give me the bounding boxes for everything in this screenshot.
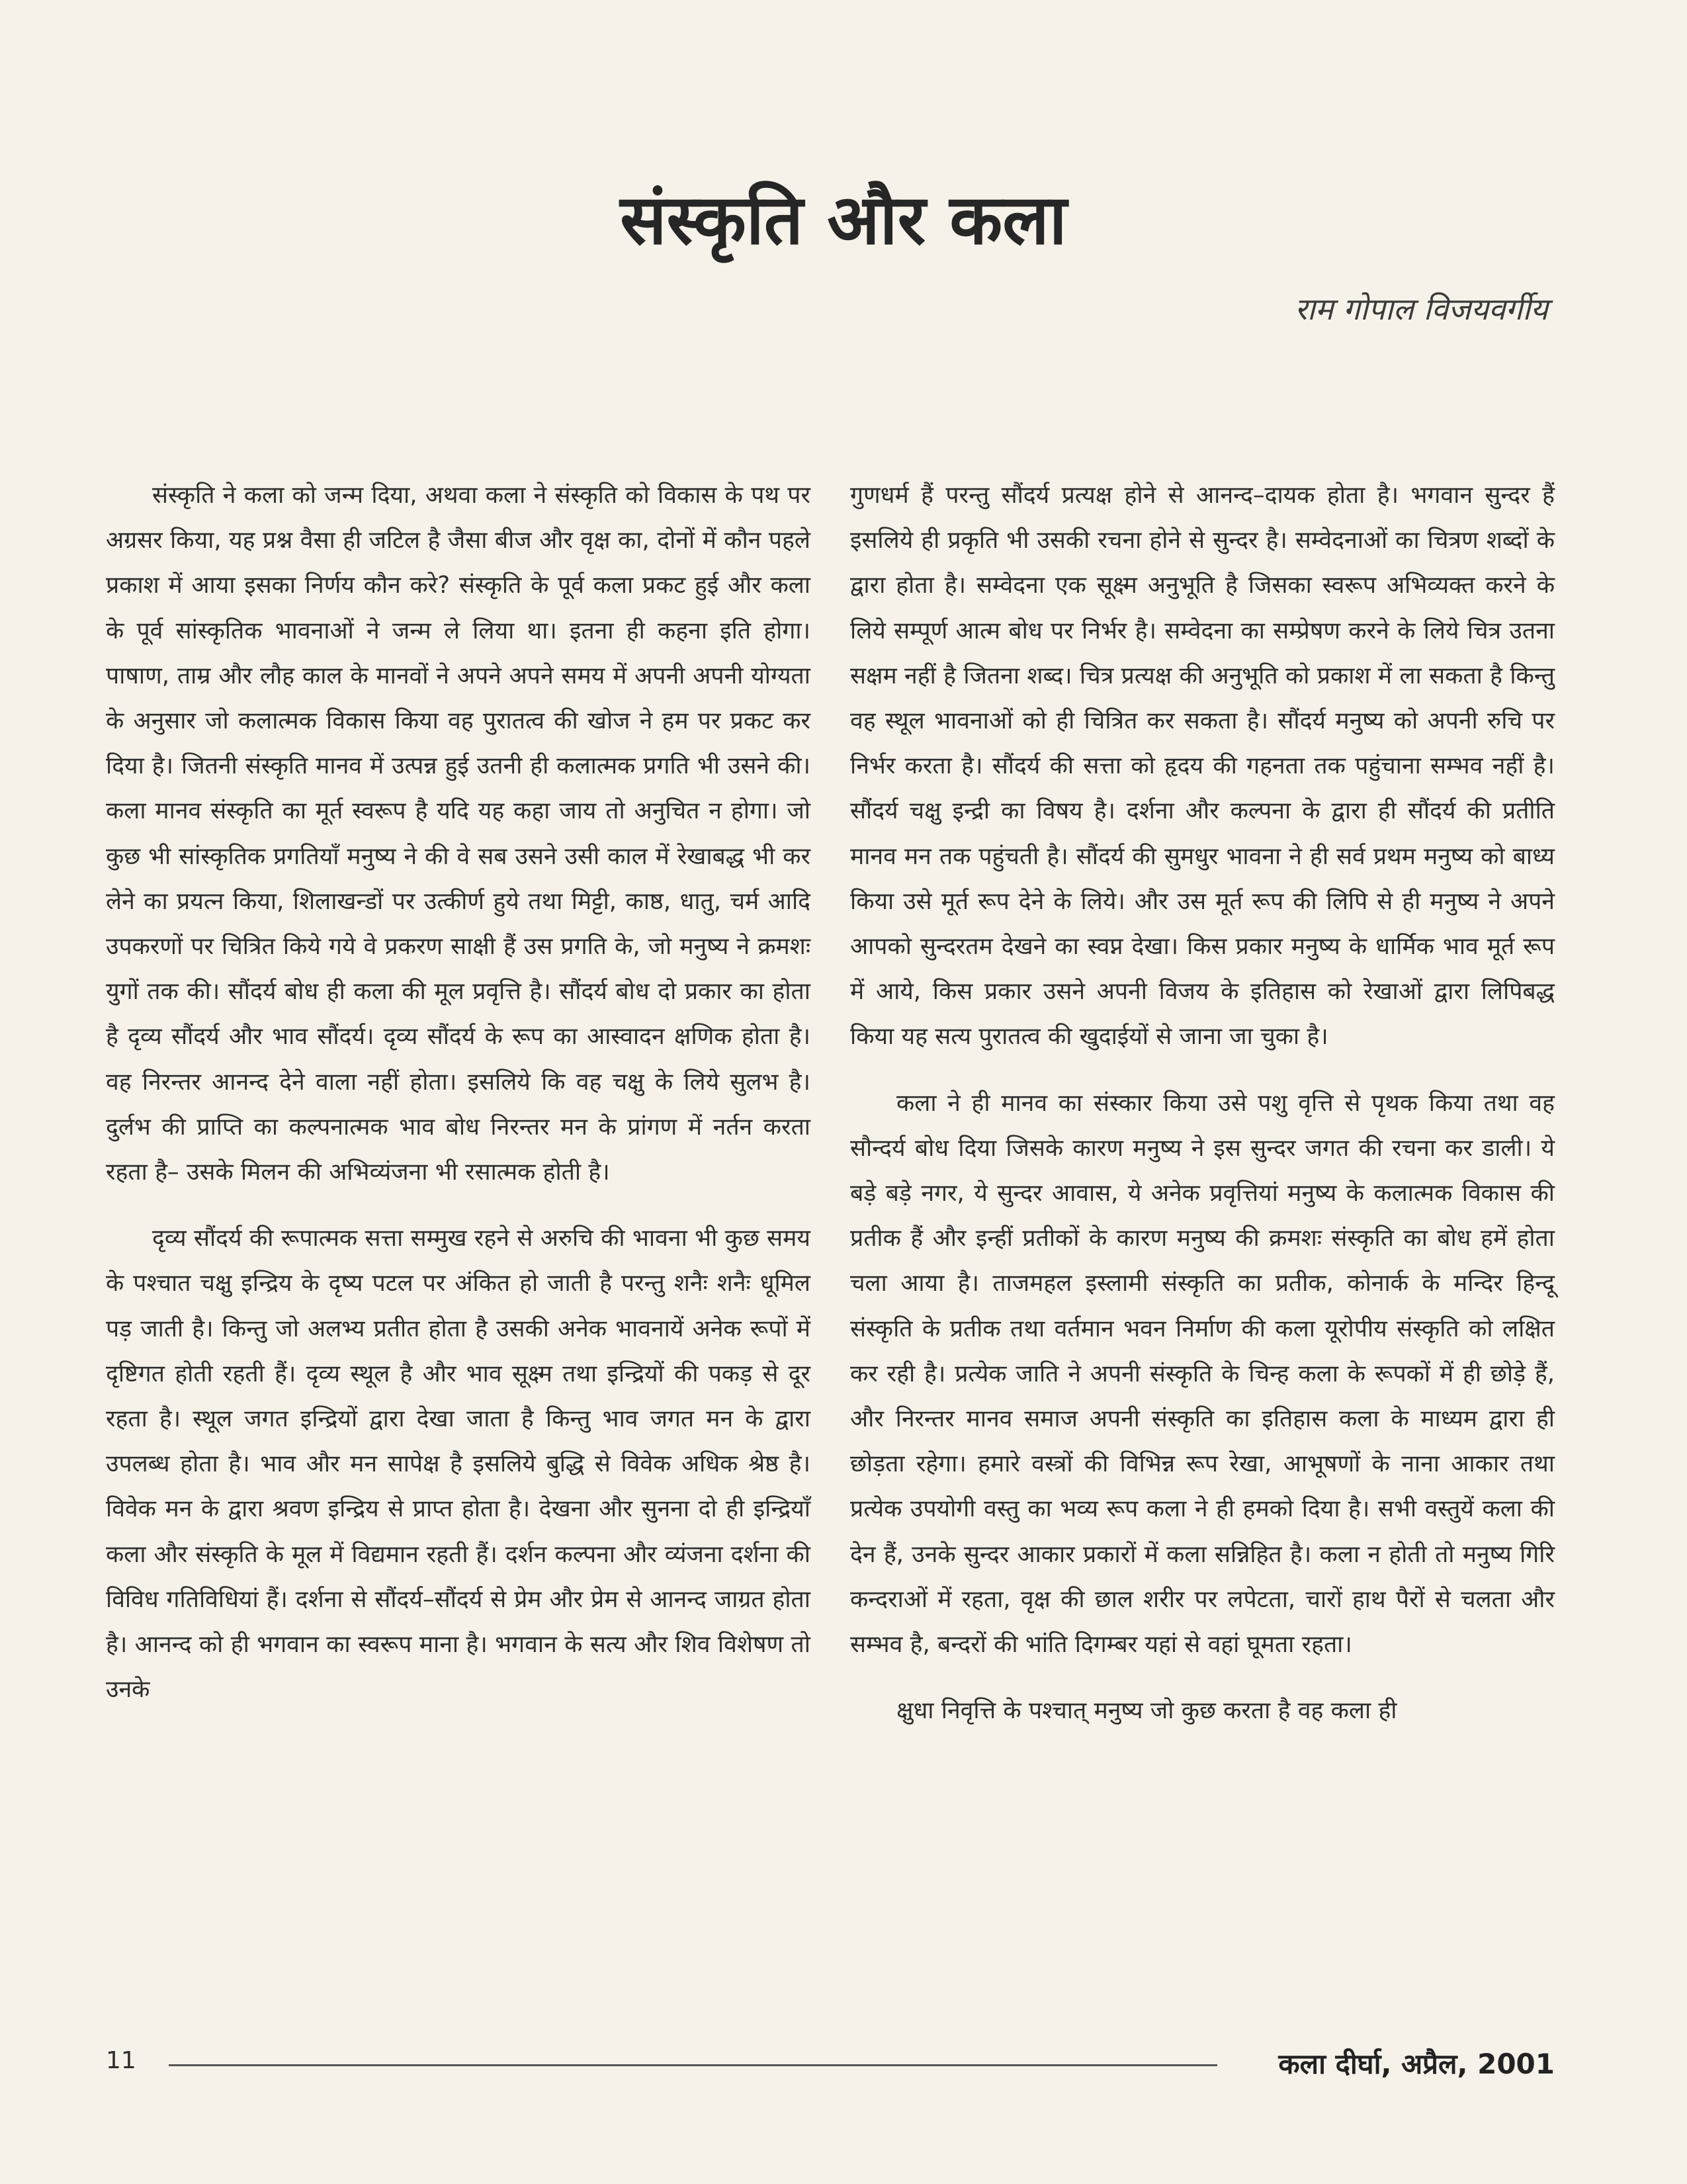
paragraph: कला ने ही मानव का संस्कार किया उसे पशु वृत्ति से पृथक किया तथा वह सौन्दर्य बोध दिया जिसके कारण मनुष्य ने इस सुन्दर जगत की रचना कर डाली। ये बड़े बड़े नगर, ये सुन्दर आवास, ये अनेक प्रवृत्तियां मनुष्य के कलात्मक विकास की प्रतीक हैं और इन्हीं प्रतीकों के कारण मनुष्य की क्रमशः संस्कृति का बोध हमें होता चला आया है। ताजमहल इस्लामी संस्कृति का प्रतीक, कोनार्क के मन्दिर हिन्दू संस्कृति के प्रतीक तथा वर्तमान भवन निर्माण की कला यूरोपीय संस्कृति को लक्षित कर रही है। प्रत्येक जाति ने अपनी संस्कृति के चिन्ह कला के रूपकों में ही छोड़े हैं, और निरन्तर मानव समाज अपनी संस्कृति का इतिहास कला के माध्यम द्वारा ही छोड़ता रहेगा। हमारे वस्त्रों की विभिन्न रूप रेखा, आभूषणों के नाना आकार तथा प्रत्येक उपयोगी वस्तु का भव्य रूप कला ने ही हमको दिया है। सभी वस्तुयें कला की देन हैं, उनके सुन्दर आकार प्रकारों में कला सन्निहित है। कला न होती तो मनुष्य गिरि कन्दराओं में रहता, वृक्ष की छाल शरीर पर लपेटता, चारों हाथ पैरों से चलता और सम्भव है, बन्दरों की भांति दिगम्बर यहां से वहां घूमता रहता। (850, 1089, 1555, 1659)
article-author: राम गोपाल विजयवर्गीय (1295, 291, 1548, 327)
page-footer (106, 2044, 1555, 2084)
right-column (850, 473, 1555, 1755)
paragraph: संस्कृति ने कला को जन्म दिया, अथवा कला ने संस्कृति को विकास के पथ पर अग्रसर किया, यह प्रश्न वैसा ही जटिल है जैसा बीज और वृक्ष का, दोनों में कौन पहले प्रकाश में आया इसका निर्णय कौन करे? संस्कृति के पूर्व कला प्रकट हुई और कला के पूर्व सांस्कृतिक भावनाओं ने जन्म ले लिया था। इतना ही कहना इति होगा। पाषाण, ताम्र और लौह काल के मानवों ने अपने अपने समय में अपनी अपनी योग्यता के अनुसार जो कलात्मक विकास किया वह पुरातत्व की खोज ने हम पर प्रकट कर दिया है। जितनी संस्कृति मानव में उत्पन्न हुई उतनी ही कलात्मक प्रगति भी उसने की। कला मानव संस्कृति का मूर्त स्वरूप है यदि यह कहा जाय तो अनुचित न होगा। जो कुछ भी सांस्कृतिक प्रगतियाँ मनुष्य ने की वे सब उसने उसी काल में रेखाबद्ध भी कर लेने का प्रयत्न किया, शिलाखन्डों पर उत्कीर्ण हुये तथा मिट्टी, काष्ठ, धातु, चर्म आदि उपकरणों पर चित्रित किये गये वे प्रकरण साक्षी हैं उस प्रगति के, जो मनुष्य ने क्रमशः युगों तक की। सौंदर्य बोध ही कला की मूल प्रवृत्ति है। सौंदर्य बोध दो प्रकार का होता है दृव्य सौंदर्य और भाव सौंदर्य। दृव्य सौंदर्य के रूप का आस्वादन क्षणिक होता है। वह निरन्तर आनन्द देने वाला नहीं होता। इसलिये कि वह चक्षु के लिये सुलभ है। दुर्लभ की प्राप्ति का कल्पनात्मक भाव बोध निरन्तर मन के प्रांगण में नर्तन करता रहता है– उसके मिलन की अभिव्यंजना भी रसात्मक होती है। (106, 482, 810, 1186)
article-title: संस्कृति और कला (620, 179, 1067, 260)
footer-rule (169, 2064, 1217, 2066)
paragraph: गुणधर्म हैं परन्तु सौंदर्य प्रत्यक्ष होने से आनन्द–दायक होता है। भगवान सुन्दर हैं इसलिये ही प्रकृति भी उसकी रचना होने से सुन्दर है। सम्वेदनाओं का चित्रण शब्दों के द्वारा होता है। सम्वेदना एक सूक्ष्म अनुभूति है जिसका स्वरूप अभिव्यक्त करने के लिये सम्पूर्ण आत्म बोध पर निर्भर है। सम्वेदना का सम्प्रेषण करने के लिये चित्र उतना सक्षम नहीं है जितना शब्द। चित्र प्रत्यक्ष की अनुभूति को प्रकाश में ला सकता है किन्तु वह स्थूल भावनाओं को ही चित्रित कर सकता है। सौंदर्य मनुष्य को अपनी रुचि पर निर्भर करता है। सौंदर्य की सत्ता को हृदय की गहनता तक पहुंचाना सम्भव नहीं है। सौंदर्य चक्षु इन्द्री का विषय है। दर्शना और कल्पना के द्वारा ही सौंदर्य की प्रतीति मानव मन तक पहुंचती है। सौंदर्य की सुमधुर भावना ने ही सर्व प्रथम मनुष्य को बाध्य किया उसे मूर्त रूप देने के लिये। और उस मूर्त रूप की लिपि से ही मनुष्य ने अपने आपको सुन्दरतम देखने का स्वप्न देखा। किस प्रकार मनुष्य के धार्मिक भाव मूर्त रूप में आये, किस प्रकार उसने अपनी विजय के इतिहास को रेखाओं द्वारा लिपिबद्ध किया यह सत्य पुरातत्व की खुदाईयों से जाना जा चुका है। (850, 482, 1555, 1051)
paragraph: दृव्य सौंदर्य की रूपात्मक सत्ता सम्मुख रहने से अरुचि की भावना भी कुछ समय के पश्चात चक्षु इन्द्रिय के दृष्य पटल पर अंकित हो जाती है परन्तु शनैः शनैः धूमिल पड़ जाती है। किन्तु जो अलभ्य प्रतीत होता है उसकी अनेक भावनायें अनेक रूपों में दृष्टिगत होती रहती हैं। दृव्य स्थूल है और भाव सूक्ष्म तथा इन्द्रियों की पकड़ से दूर रहता है। स्थूल जगत इन्द्रियों द्वारा देखा जाता है किन्तु भाव जगत मन के द्वारा उपलब्ध होता है। भाव और मन सापेक्ष है इसलिये बुद्धि से विवेक अधिक श्रेष्ठ है। विवेक मन के द्वारा श्रवण इन्द्रिय से प्राप्त होता है। देखना और सुनना दो ही इन्द्रियाँ कला और संस्कृति के मूल में विद्यमान रहती हैं। दर्शन कल्पना और व्यंजना दर्शना की विविध गतिविधियां हैं। दर्शना से सौंदर्य–सौंदर्य से प्रेम और प्रेम से आनन्द जाग्रत होता है। आनन्द को ही भगवान का स्वरूप माना है। भगवान के सत्य और शिव विशेषण तो उनके (106, 1225, 810, 1704)
journal-name: कला दीर्घा, अप्रैल, 2001 (1278, 2048, 1555, 2080)
page-number: 11 (106, 2047, 136, 2074)
paragraph: क्षुधा निवृत्ति के पश्चात् मनुष्य जो कुछ करता है वह कला ही (896, 1697, 1397, 1725)
left-column (106, 473, 810, 1733)
